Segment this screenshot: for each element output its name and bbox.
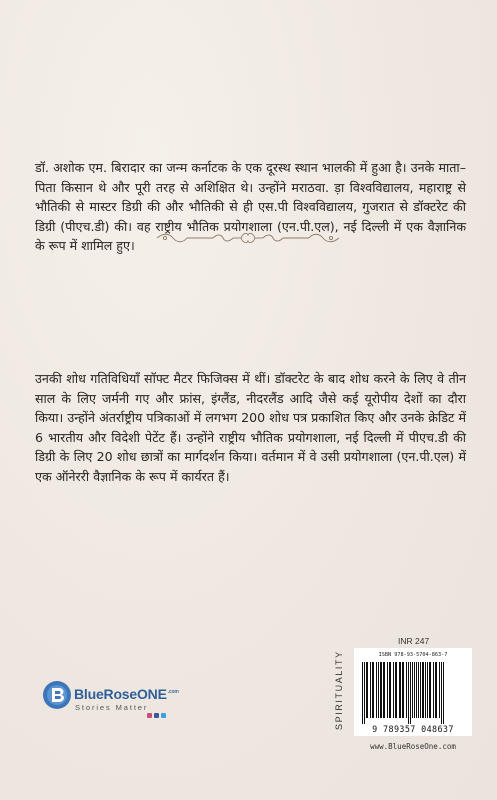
barcode-bar: [422, 662, 424, 718]
barcode-bar: [433, 662, 434, 718]
barcode-bar: [410, 662, 411, 724]
barcode-bar: [427, 662, 428, 718]
author-bio-paragraph: डॉ. अशोक एम. बिरादार का जन्म कर्नाटक के एक दूरस्थ स्थान भालकी में हुआ है। उनके माता–पिता किसान थे और पूरी तरह से अशिक्षित थे। उन्होंने मराठवा. ड़ा विश्वविद्यालय, महाराष्ट्र से भौतिकी से मास्टर डिग्री की और भौतिकी से ही एस.पी विश्वविद्यालय, गुजरात से डॉक्टरेट की डिग्री (पीएच.डी) की। वह राष्ट्रीय भौतिक प्रयोगशाला (एन.पी.एल), नई दिल्ली में एक वैज्ञानिक के रूप में शामिल हुए।: [35, 160, 466, 254]
barcode-bar: [408, 662, 409, 724]
instagram-icon: [147, 713, 152, 718]
publisher-website[interactable]: www.BlueRoseOne.com: [370, 742, 456, 751]
barcode-bar: [402, 662, 404, 718]
barcode-bar: [393, 662, 394, 718]
category-label: SPIRITUALITY: [334, 650, 344, 730]
facebook-icon: [154, 713, 159, 718]
bluerose-logo-icon: [42, 680, 72, 710]
barcode-bar: [429, 662, 431, 718]
barcode-bar: [372, 662, 374, 718]
barcode-bar: [364, 662, 365, 724]
barcode-bar: [366, 662, 368, 718]
barcode-bar: [387, 662, 388, 718]
barcode-bar: [435, 662, 437, 718]
isbn-barcode: [354, 648, 472, 736]
barcode-bar: [425, 662, 426, 718]
publisher-logo: [42, 680, 192, 724]
barcode-bar: [399, 662, 401, 718]
barcode-bar: [389, 662, 391, 718]
isbn-text: ISBN 978-93-5704-863-7: [378, 652, 448, 658]
barcode-bar: [420, 662, 421, 718]
barcode-bar: [380, 662, 382, 718]
barcode-bar: [412, 662, 413, 718]
barcode-digits: 9 789357 048637: [372, 724, 454, 734]
twitter-icon: [161, 713, 166, 718]
social-icons: [147, 713, 166, 718]
barcode-bar: [439, 662, 440, 718]
barcode-bar: [443, 662, 444, 724]
flourish-divider-ornament: [155, 231, 341, 245]
research-paragraph: उनकी शोध गतिविधियाँ सॉफ्ट मैटर फिजिक्स में थीं। डॉक्टरेट के बाद शोध करने के लिए वे तीन साल के लिए जर्मनी गए और फ्रांस, इंग्लैंड, नीदरलैंड आदि जैसे कई यूरोपीय देशों का दौरा किया। उन्होंने अंतर्राष्ट्रीय पत्रिकाओं में लगभग 200 शोध पत्र प्रकाशित किए और उनके क्रेडिट में 6 भारतीय और विदेशी पेटेंट हैं। उन्होंने राष्ट्रीय भौतिक प्रयोगशाला, नई दिल्ली में पीएच.डी की डिग्री के लिए 20 शोध छात्रों का मार्गदर्शन किया। वर्तमान में वे उसी प्रयोगशाला (एन.पी.एल) में एक ऑनेररी वैज्ञानिक के रूप में कार्यरत हैं।: [35, 371, 467, 484]
barcode-bar: [370, 662, 371, 718]
barcode-bars: [360, 662, 466, 724]
publisher-name: BlueRoseONE$^{.com}$: [74, 686, 179, 702]
barcode-bar: [418, 662, 419, 718]
barcode-bar: [362, 662, 363, 724]
publisher-tagline: Stories Matter: [75, 703, 149, 712]
barcode-bar: [376, 662, 377, 718]
barcode-bar: [441, 662, 442, 724]
barcode-bar: [416, 662, 417, 718]
price-label: INR 247: [398, 636, 430, 646]
barcode-bar: [414, 662, 415, 718]
barcode-bar: [383, 662, 385, 718]
barcode-bar: [378, 662, 379, 718]
barcode-bar: [406, 662, 407, 718]
barcode-bar: [395, 662, 397, 718]
